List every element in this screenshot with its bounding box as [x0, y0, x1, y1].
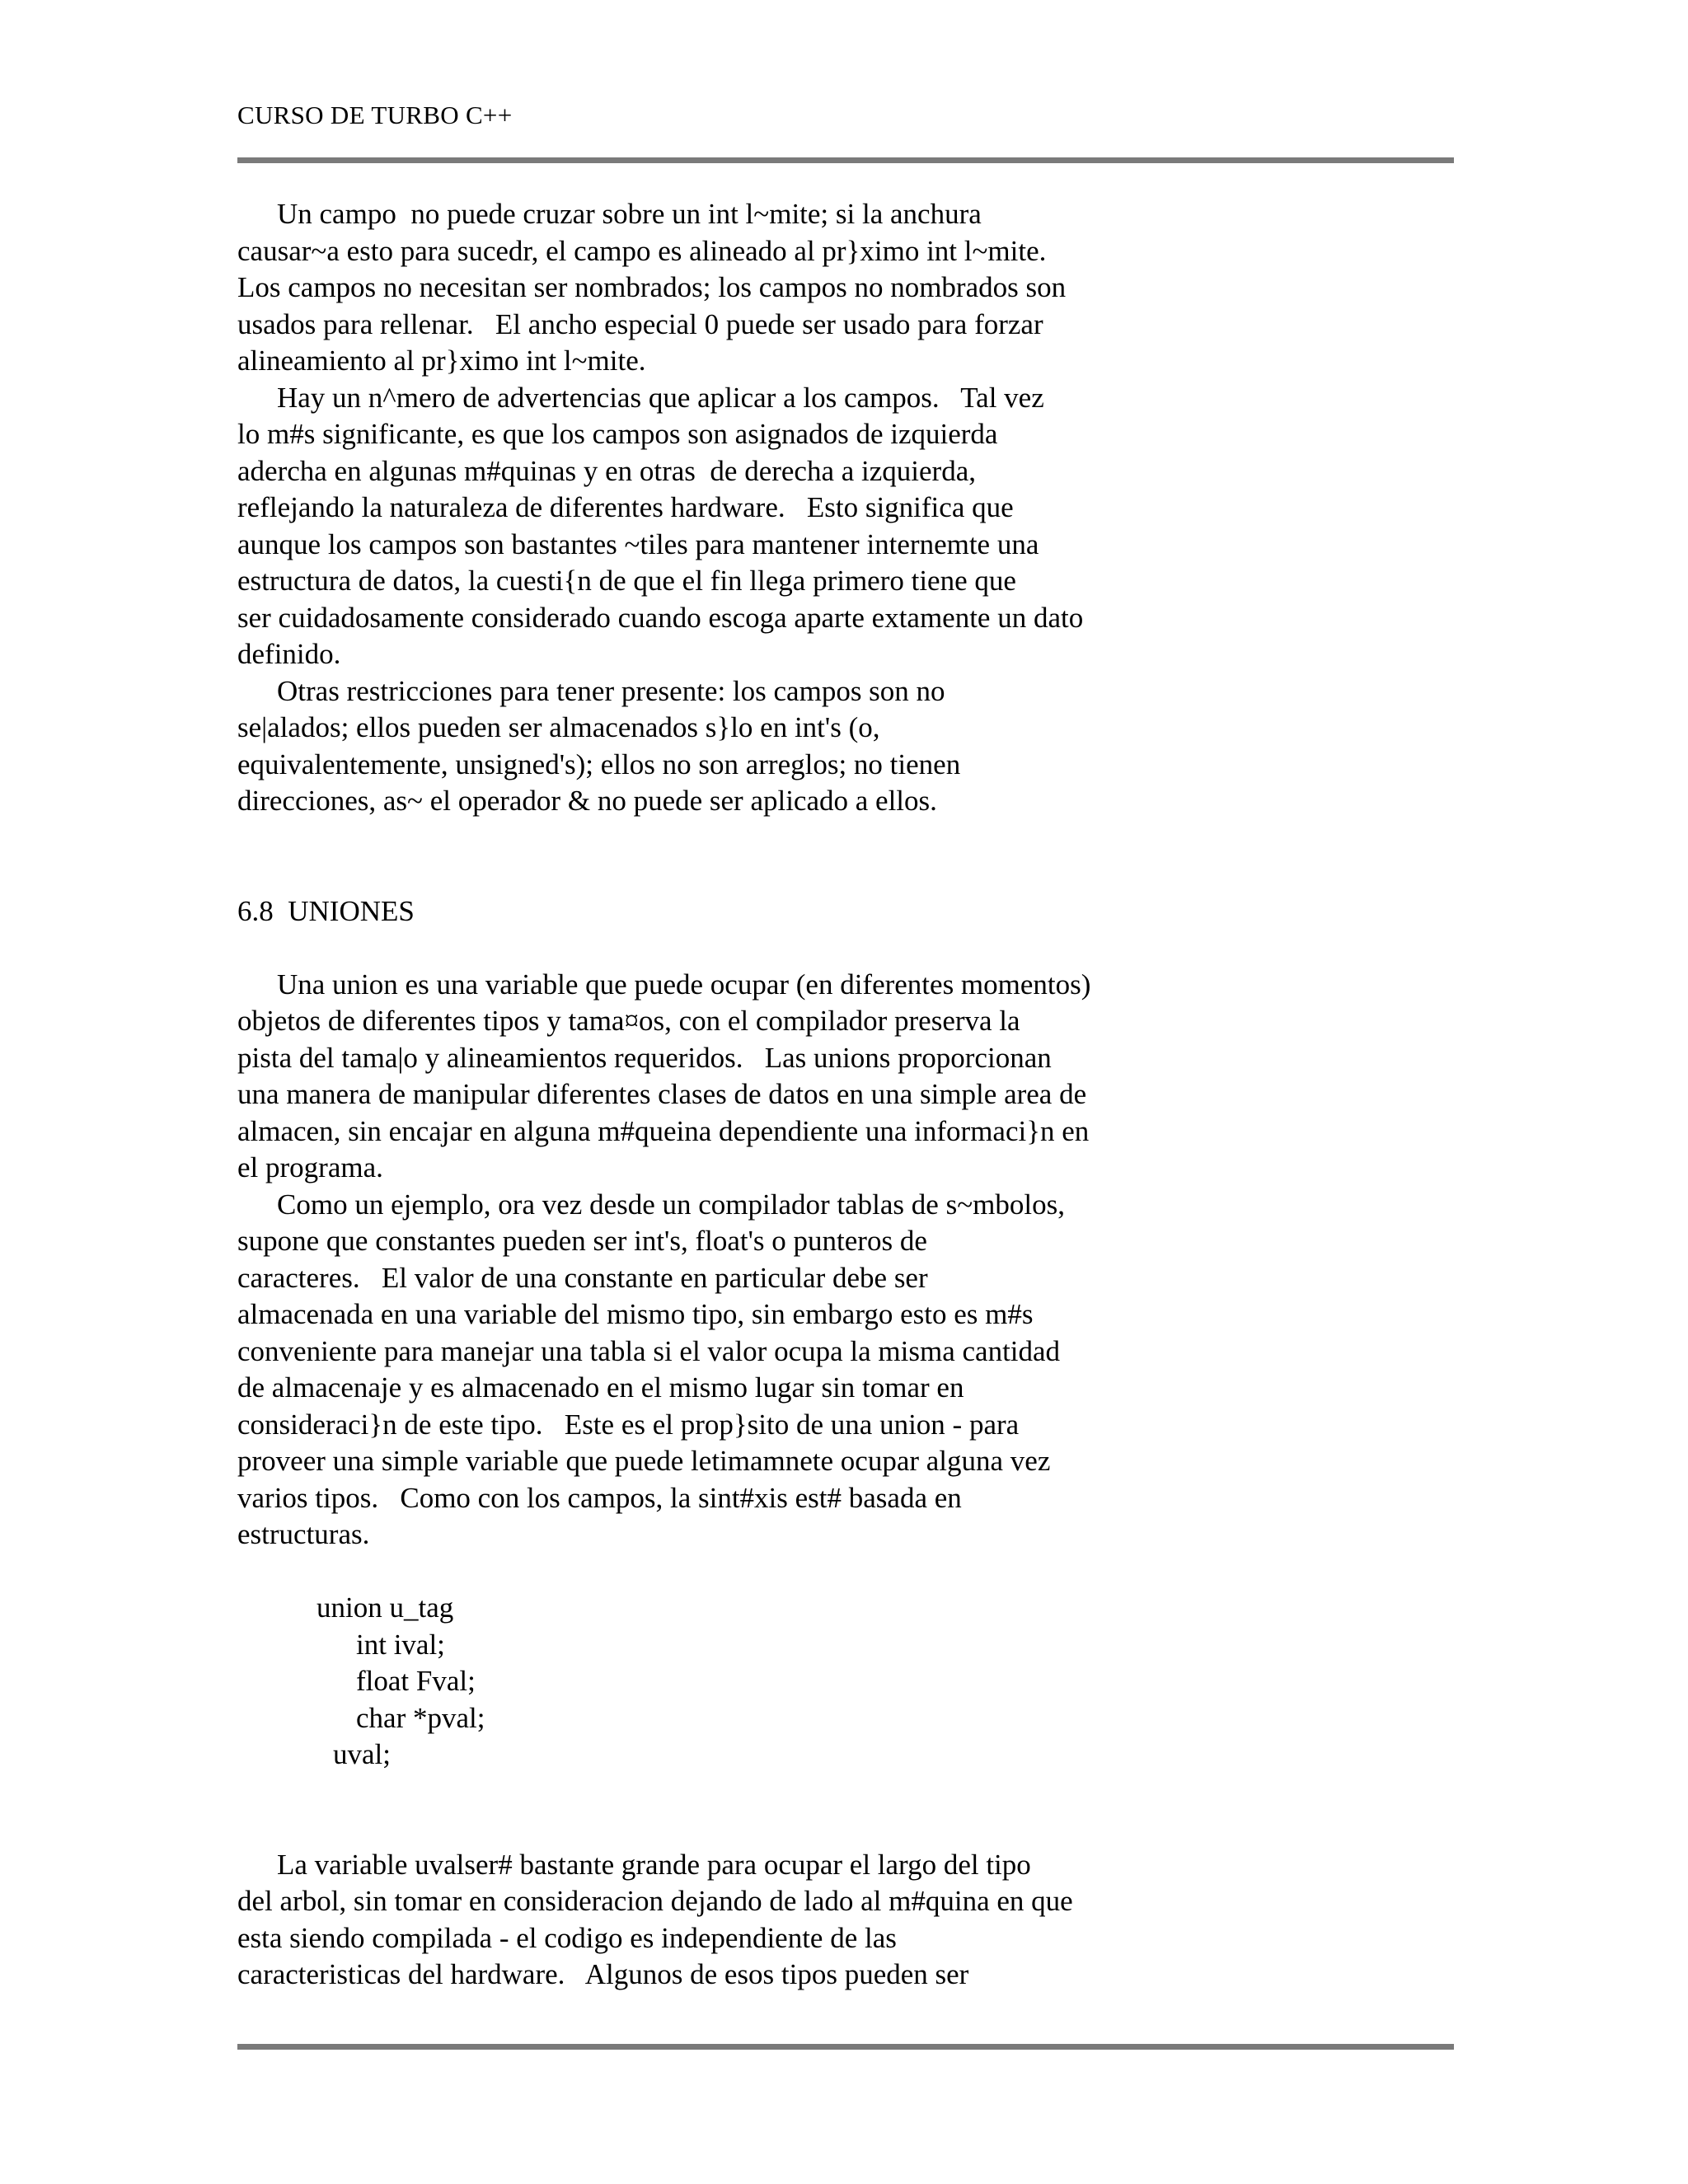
paragraph-line: Hay un n^mero de advertencias que aplicar a los campos. Tal vez — [277, 381, 1044, 414]
code-line: char *pval; — [356, 1701, 485, 1734]
footer-rule — [237, 2044, 1454, 2050]
paragraph-line: del arbol, sin tomar en consideracion dejando de lado al m#quina en que — [237, 1885, 1073, 1917]
paragraph-line: el programa. — [237, 1151, 383, 1183]
code-line: int ival; — [356, 1628, 445, 1661]
paragraph-line: conveniente para manejar una tabla si el valor ocupa la misma cantidad — [237, 1334, 1061, 1367]
paragraph-line: causar~a esto para sucedr, el campo es alineado al pr}ximo int l~mite. — [237, 234, 1047, 267]
paragraph-line: usados para rellenar. El ancho especial 0 puede ser usado para forzar — [237, 307, 1043, 340]
paragraph-line: proveer una simple variable que puede letimamnete ocupar alguna vez — [237, 1445, 1051, 1477]
code-line: union u_tag — [316, 1591, 454, 1624]
paragraph-line: equivalentemente, unsigned's); ellos no son arreglos; no tienen — [237, 748, 961, 780]
paragraph-line: objetos de diferentes tipos y tama¤os, con el compilador preserva la — [237, 1005, 1020, 1037]
paragraph-line: Otras restricciones para tener presente: los campos son no — [277, 674, 945, 707]
running-header: CURSO DE TURBO C++ — [237, 101, 513, 129]
paragraph-line: definido. — [237, 638, 341, 670]
paragraph-line: adercha en algunas m#quinas y en otras de derecha a izquierda, — [237, 454, 976, 487]
code-line: uval; — [333, 1738, 391, 1770]
header-rule — [237, 157, 1454, 163]
paragraph-line: Como un ejemplo, ora vez desde un compilador tablas de s~mbolos, — [277, 1188, 1065, 1221]
paragraph-line: aunque los campos son bastantes ~tiles para mantener internemte una — [237, 527, 1039, 560]
paragraph-line: de almacenaje y es almacenado en el mismo lugar sin tomar en — [237, 1371, 964, 1404]
paragraph-line: estructuras. — [237, 1518, 370, 1550]
paragraph-line: Los campos no necesitan ser nombrados; los campos no nombrados son — [237, 271, 1067, 303]
paragraph-line: Un campo no puede cruzar sobre un int l~mite; si la anchura — [277, 198, 982, 230]
paragraph-line: caracteres. El valor de una constante en particular debe ser — [237, 1261, 928, 1294]
code-line: float Fval; — [356, 1665, 476, 1697]
paragraph-line: pista del tama|o y alineamientos requeridos. Las unions proporcionan — [237, 1041, 1052, 1074]
paragraph-line: reflejando la naturaleza de diferentes hardware. Esto significa que — [237, 491, 1014, 523]
paragraph-line: direcciones, as~ el operador & no puede ser aplicado a ellos. — [237, 785, 937, 817]
paragraph-line: una manera de manipular diferentes clases de datos en una simple area de — [237, 1078, 1087, 1110]
paragraph-line: lo m#s significante, es que los campos son asignados de izquierda — [237, 418, 998, 450]
paragraph-line: se|alados; ellos pueden ser almacenados s}lo en int's (o, — [237, 711, 880, 743]
paragraph-line: alineamiento al pr}ximo int l~mite. — [237, 344, 646, 377]
paragraph-line: almacen, sin encajar en alguna m#queina dependiente una informaci}n en — [237, 1114, 1090, 1147]
paragraph-line: ser cuidadosamente considerado cuando escoga aparte extamente un dato — [237, 601, 1084, 634]
paragraph-line: varios tipos. Como con los campos, la sint#xis est# basada en — [237, 1481, 962, 1514]
paragraph-line: caracteristicas del hardware. Algunos de esos tipos pueden ser — [237, 1958, 969, 1990]
section-heading: 6.8 UNIONES — [237, 894, 415, 927]
paragraph-line: La variable uvalser# bastante grande para ocupar el largo del tipo — [277, 1848, 1031, 1881]
code-block — [237, 1590, 1309, 1774]
paragraph-line: estructura de datos, la cuesti{n de que el fin llega primero tiene que — [237, 565, 1016, 597]
paragraph-line: Una union es una variable que puede ocupar (en diferentes momentos) — [277, 968, 1091, 1001]
paragraph-line: esta siendo compilada - el codigo es independiente de las — [237, 1921, 897, 1954]
paragraph-line: consideraci}n de este tipo. Este es el prop}sito de una union - para — [237, 1408, 1020, 1441]
page-body — [237, 196, 1309, 1994]
paragraph-line: almacenada en una variable del mismo tipo, sin embargo esto es m#s — [237, 1298, 1034, 1330]
paragraph-line: supone que constantes pueden ser int's, float's o punteros de — [237, 1225, 927, 1257]
